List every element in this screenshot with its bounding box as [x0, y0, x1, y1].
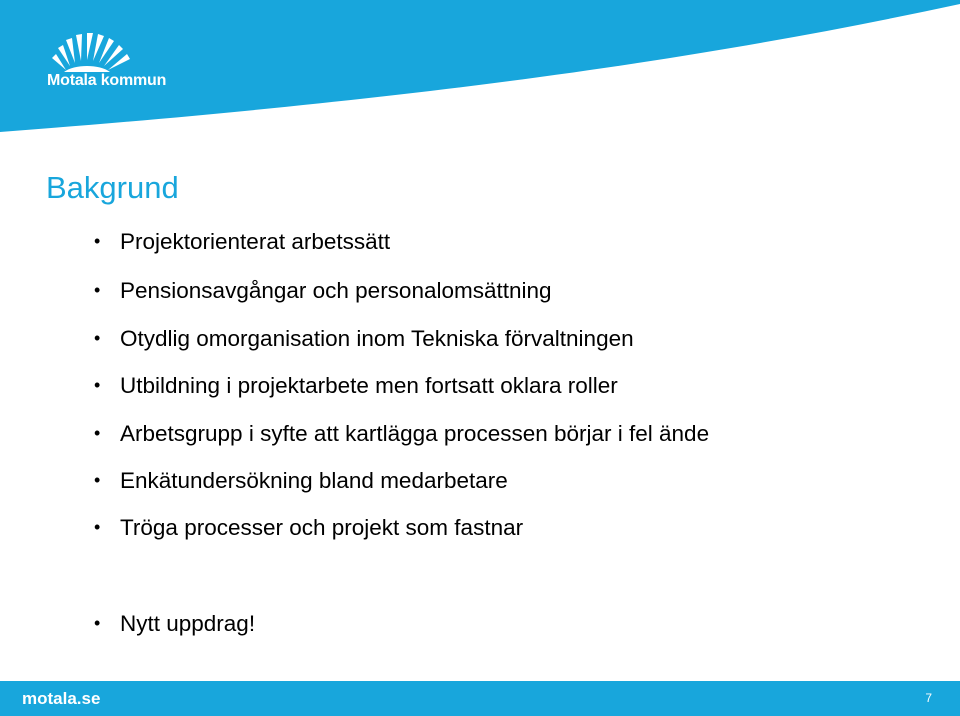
- bullet-icon: •: [94, 280, 101, 300]
- footer-site-link[interactable]: motala.se: [22, 689, 101, 708]
- bullet-text: Pensionsavgångar och personalomsättning: [120, 278, 552, 303]
- bullet-item: [94, 611, 255, 637]
- logo-text: Motala kommun: [47, 72, 167, 89]
- bullet-icon: •: [94, 613, 101, 633]
- bullet-text: Arbetsgrupp i syfte att kartlägga processen börjar i fel ände: [120, 421, 710, 446]
- bullet-icon: •: [94, 231, 101, 251]
- bullet-icon: •: [94, 423, 101, 443]
- bullet-item: [94, 229, 390, 255]
- bullet-icon: •: [94, 470, 101, 490]
- bullet-item: [94, 468, 508, 494]
- bullet-icon: •: [94, 517, 101, 537]
- bullet-icon: •: [94, 375, 101, 395]
- bullet-item: [94, 326, 634, 352]
- bullet-text: Tröga processer och projekt som fastnar: [120, 515, 524, 540]
- bullet-icon: •: [94, 328, 101, 348]
- bullet-item: [94, 373, 618, 399]
- bullet-item: [94, 421, 709, 447]
- footer-band: [0, 681, 960, 716]
- bullet-text: Nytt uppdrag!: [120, 611, 256, 636]
- bullet-text: Enkätundersökning bland medarbetare: [120, 468, 508, 493]
- page-number: 7: [925, 691, 932, 705]
- bullet-text: Otydlig omorganisation inom Tekniska förvaltningen: [120, 326, 634, 351]
- bullet-text: Utbildning i projektarbete men fortsatt oklara roller: [120, 373, 618, 398]
- slide-title: Bakgrund: [46, 170, 179, 205]
- bullet-item: [94, 515, 523, 541]
- bullet-text: Projektorienterat arbetssätt: [120, 229, 391, 254]
- bullet-item: [94, 278, 552, 304]
